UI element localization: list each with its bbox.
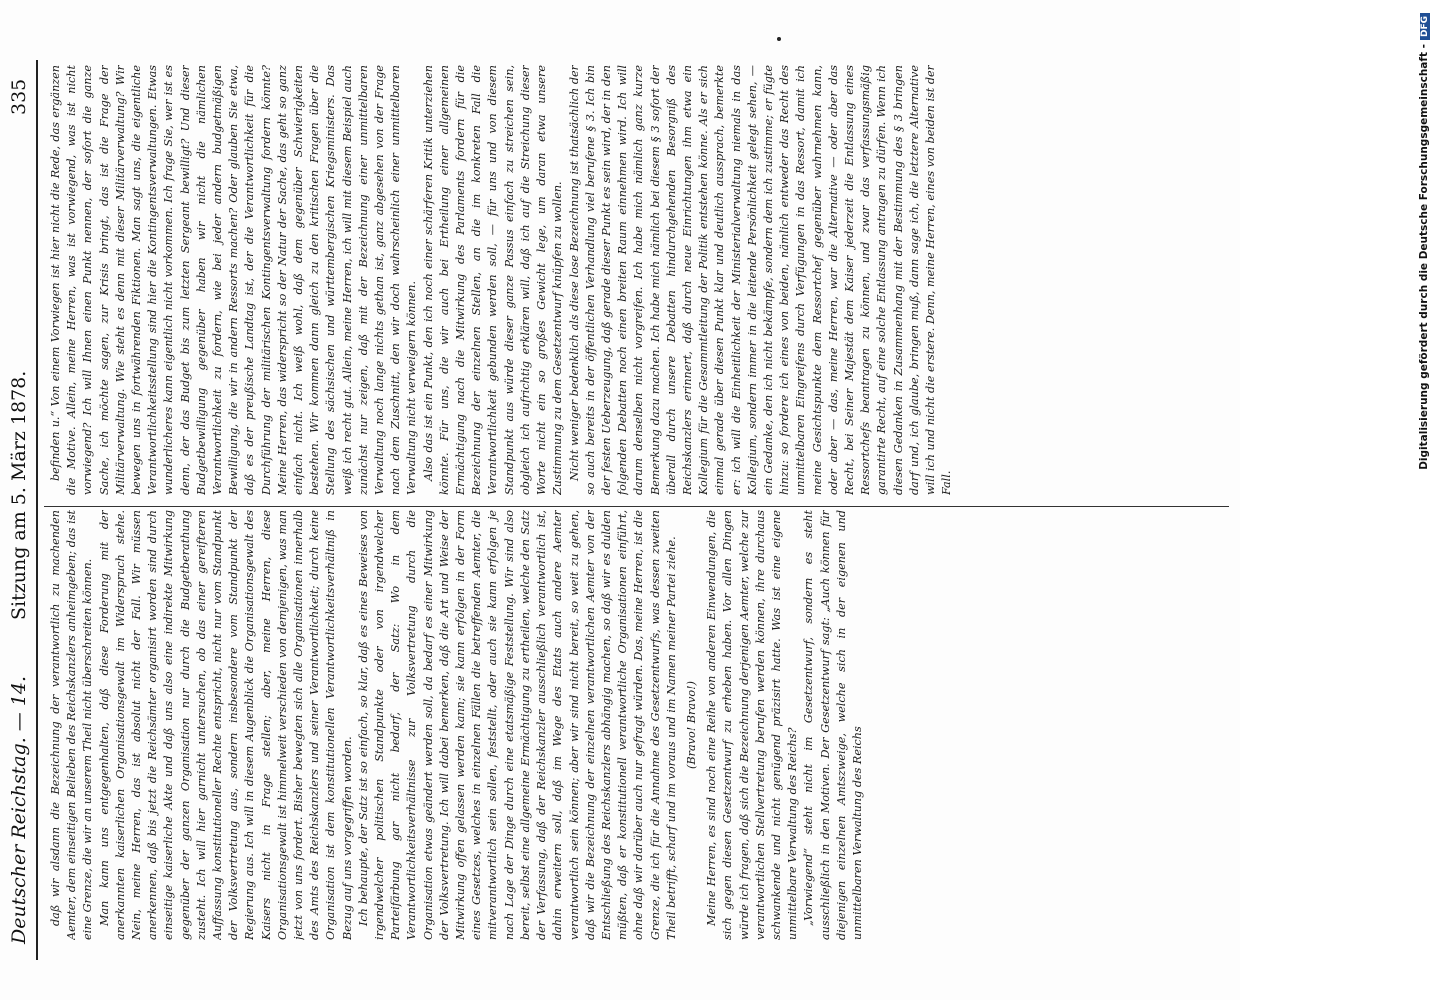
paragraph: Man kann uns entgegenhalten, daß diese Forderung mit der anerkannten kaiserlichen Organisationsgewalt im Widerspruch stehe. Nein, meine Herren, das ist absolut nicht der Fall. Wir müssen anerkennen, daß bis jetzt die Reichsämter organisirt worden sind durch einseitige kaiserliche Akte und daß uns also eine indirekte Mitwirkung gegenüber der ganzen Organisation nur durch die Budgetberathung zusteht. Ich will hier garnicht untersuchen, ob das einer gereifteren Auffassung konstitutioneller Rechte entspricht, nicht nur vom Standpunkt der Volksvertretung aus, sondern insbesondere vom Standpunkt der Regierung aus. Ich will in diesem Augenblick die Organisationsgewalt des Kaisers nicht in Frage stellen; aber, meine Herren, diese Organisationsgewalt ist himmelweit verschieden von demjenigen, was man jetzt von uns fordert. Bisher bewegten sich alle Organisationen innerhalb des Amts des Reichskanzlers und seiner Verantwortlichkeit; durch keine Organisation ist dem konstitutionellen Verantwortlichkeitsverhältniß in Bezug auf uns vorgegriffen worden.: [97, 510, 354, 940]
header-session-date: Sitzung am 5. März 1878.: [8, 370, 30, 620]
dfg-logo: DFG: [1420, 13, 1430, 40]
paragraph: befinden u.“ Von einem Vorwiegen ist hier nicht die Rede, das ergänzen die Motive. Allein, meine Herren, was ist vorwiegend, was ist nicht vorwiegend? Ich will Ihnen einen Punkt nennen, der sofort die ganze Sache, ich möchte sagen, zur Krisis bringt, das ist die Frage der Militärverwaltung. Wie steht es denn mit dieser Militärverwaltung? Wir bewegen uns in fortwährenden Fiktionen. Man sagt uns, die eigentliche Verantwortlichkeitsstellung sind hier die Kontingentsverwaltungen. Etwas wunderlicheres kann eigentlich nicht vorkommen. Ich frage Sie, wer ist es denn, der das Budget bis zum letzten Sergeant bewilligt? Und dieser Budgetbewilligung gegenüber haben wir nicht die nämlichen Verantwortlichkeit zu fordern, wie bei jeder andern budgetmäßigen Bewilligung, die wir in andern Ressorts machen? Oder glauben Sie etwa, daß es der preußische Landtag ist, der die Verantwortlichkeit für die Durchführung der militärischen Kontingentsverwaltung fordern könnte? Meine Herren, das widerspricht so der Natur der Sache, das geht so ganz einfach nicht. Ich weiß wohl, daß dem gegenüber Schwierigkeiten bestehen. Wir kommen dann gleich zu den kritischen Fragen über die Stellung des sächsischen und württembergischen Kriegsministers. Das weiß ich recht gut. Allein, meine Herren, ich will mit diesem Beispiel auch zunächst nur zeigen, daß mit der Bezeichnung einer unmittelbaren Verwaltung noch lange nichts gethan ist, ganz abgesehen von der Frage nach dem Zuschnitt, den wir doch wahrscheinlich einer unmittelbaren Verwaltung nicht verweigern können.: [49, 65, 419, 495]
credit-line: [1418, 13, 1432, 993]
column-divider: [44, 506, 1229, 507]
page-header: [0, 60, 40, 1000]
paragraph: Meine Herren, es sind noch eine Reihe von anderen Einwendungen, die sich gegen diesen Gesetzentwurf zu erheben haben. Vor allen Dingen würde ich fragen, daß sich die Bezeichnung derjenigen Aemter, welche zur verantwortlichen Stellvertretung berufen werden können, ihre durchaus schwankende und nicht genügend präzisirt hatte. Was ist eine eigene unmittelbare Verwaltung des Reichs?: [705, 510, 800, 940]
header-page-number: 335: [8, 78, 30, 115]
scan-speck: [777, 37, 781, 41]
header-rule: [36, 60, 38, 960]
left-column: [48, 510, 1228, 940]
credit-text: Digitalisierung gefördert durch die Deutsche Forschungsgemeinschaft -: [1418, 44, 1430, 470]
paragraph: „Vorwiegend“ steht nicht im Gesetzentwurf, sondern es steht ausschließlich in den Motiven. Der Gesetzentwurf sagt: „Auch können für diejenigen einzelnen Amtszweige, welche sich in der eigenen und unmittelbaren Verwaltung des Reichs: [802, 510, 864, 940]
header-publication: Deutscher Reichstag. — 14.: [8, 675, 30, 944]
applause-note: (Bravo! Bravo!): [684, 681, 698, 769]
paragraph: daß wir alsdann die Bezeichnung der verantwortlich zu machenden Aemter, dem einseitigen Belieben des Reichskanzlers anheimgeben; das ist eine Grenze, die wir an unserem Theil nicht überschreiten können.: [49, 510, 95, 940]
paragraph: Also das ist ein Punkt, den ich noch einer schärferen Kritik unterziehen könnte. Für uns, die wir auch bei Ertheilung einer allgemeinen Ermächtigung nach die Mitwirkung des Parlaments fordern für die Bezeichnung der einzelnen Stellen, an die im konkreten Fall die Verantwortlichkeit gebunden werden soll, — für uns und von diesem Standpunkt aus würde dieser ganze Passus einfach zu streichen sein, obgleich ich aufrichtig erklären will, daß ich auf die Streichung dieser Worte nicht ein so großes Gewicht lege, um daran etwa unsere Zustimmung zu dem Gesetzentwurf knüpfen zu wollen.: [421, 65, 565, 495]
paragraph: Nicht weniger bedenklich als diese lose Bezeichnung ist thatsächlich der so auch bereits in der öffentlichen Verhandlung viel berufene § 3. Ich bin der festen Ueberzeugung, daß gerade dieser Punkt es sein wird, der in den folgenden Debatten noch einen breiten Raum einnehmen wird. Ich will darum denselben nicht vorgreifen. Ich habe mich nämlich ganz kurze Bemerkung dazu machen. Ich habe mich nämlich bei diesem § 3 sofort der überall durch unsere Debatten hindurchgehenden Besorgniß des Reichskanzlers erinnert, daß durch neue Einrichtungen ihm etwa ein Kollegium für die Gesammtleitung der Politik entstehen könne. Als er sich einmal gerade über diesen Punkt klar und deutlich aussprach, bemerkte er: ich will die Einheitlichkeit der Ministerialverwaltung niemals in das Kollegium, sondern immer in die leitende Persönlichkeit gelegt sehen, — ein Gedanke, den ich nicht bekämpfe, sondern dem ich zustimme; er fügte hinzu: so fordere ich eines von beiden, nämlich entweder das Recht des unmittelbaren Eingreifens durch Verfügungen in das Ressort, damit ich meine Gesichtspunkte dem Ressortchef gegenüber wahrnehmen kann, oder aber — das, meine Herren, war die Alternative — oder aber das Recht, bei Seiner Majestät dem Kaiser jederzeit die Entlassung eines Ressortchefs beantragen zu können, und zwar das verfassungsmäßig garantirte Recht, auf eine solche Entlassung antragen zu dürfen. Wenn ich diesen Gedanken in Zusammenhang mit der Bestimmung des § 3 bringen darf und, ich glaube, bringen muß, dann sage ich, die letztere Alternative will ich und nicht die erstere. Denn, meine Herren, eines von beiden ist der Fall.: [567, 65, 954, 495]
paragraph: Ich behaupte, der Satz ist so einfach, so klar, daß es eines Beweises von irgendwelcher politischen Standpunkte oder von irgendwelcher Parteifärbung gar nicht bedarf, der Satz: Wo in dem Verantwortlichkeitsverhältnisse zur Volksvertretung durch die Organisation etwas geändert werden soll, da bedarf es einer Mitwirkung der Volksvertretung. Ich will dabei bemerken, daß die Art und Weise der Mitwirkung offen gelassen werden kann; sie kann erfolgen in der Form eines Gesetzes, welches in einzelnen Fällen die betreffenden Aemter, die mitverantwortlich sein sollen, feststellt, oder auch sie kann erfolgen je nach Lage der Dinge durch eine etatsmäßige Feststellung. Wir sind also bereit, selbst eine allgemeine Ermächtigung zu ertheilen, welche den Satz der Verfassung, daß der Reichskanzler ausschließlich verantwortlich ist, dahin erweitern soll, daß im Wege des Etats auch andere Aemter verantwortlich sein können; aber wir sind nicht bereit, so weit zu gehen, daß wir die Bezeichnung der einzelnen verantwortlichen Aemter von der Entschließung des Reichskanzlers abhängig machen, so daß wir es dulden müßten, daß er konstitutionell verantwortliche Organisationen einführt, ohne daß wir darüber auch nur gefragt würden. Das, meine Herren, ist die Grenze, die ich für die Annahme des Gesetzentwurfs, was dessen zweiten Theil betrifft, scharf und im voraus und im Namen meiner Partei ziehe.: [356, 510, 678, 940]
right-column: [48, 65, 1228, 495]
digitization-credit: [1418, 8, 1432, 998]
